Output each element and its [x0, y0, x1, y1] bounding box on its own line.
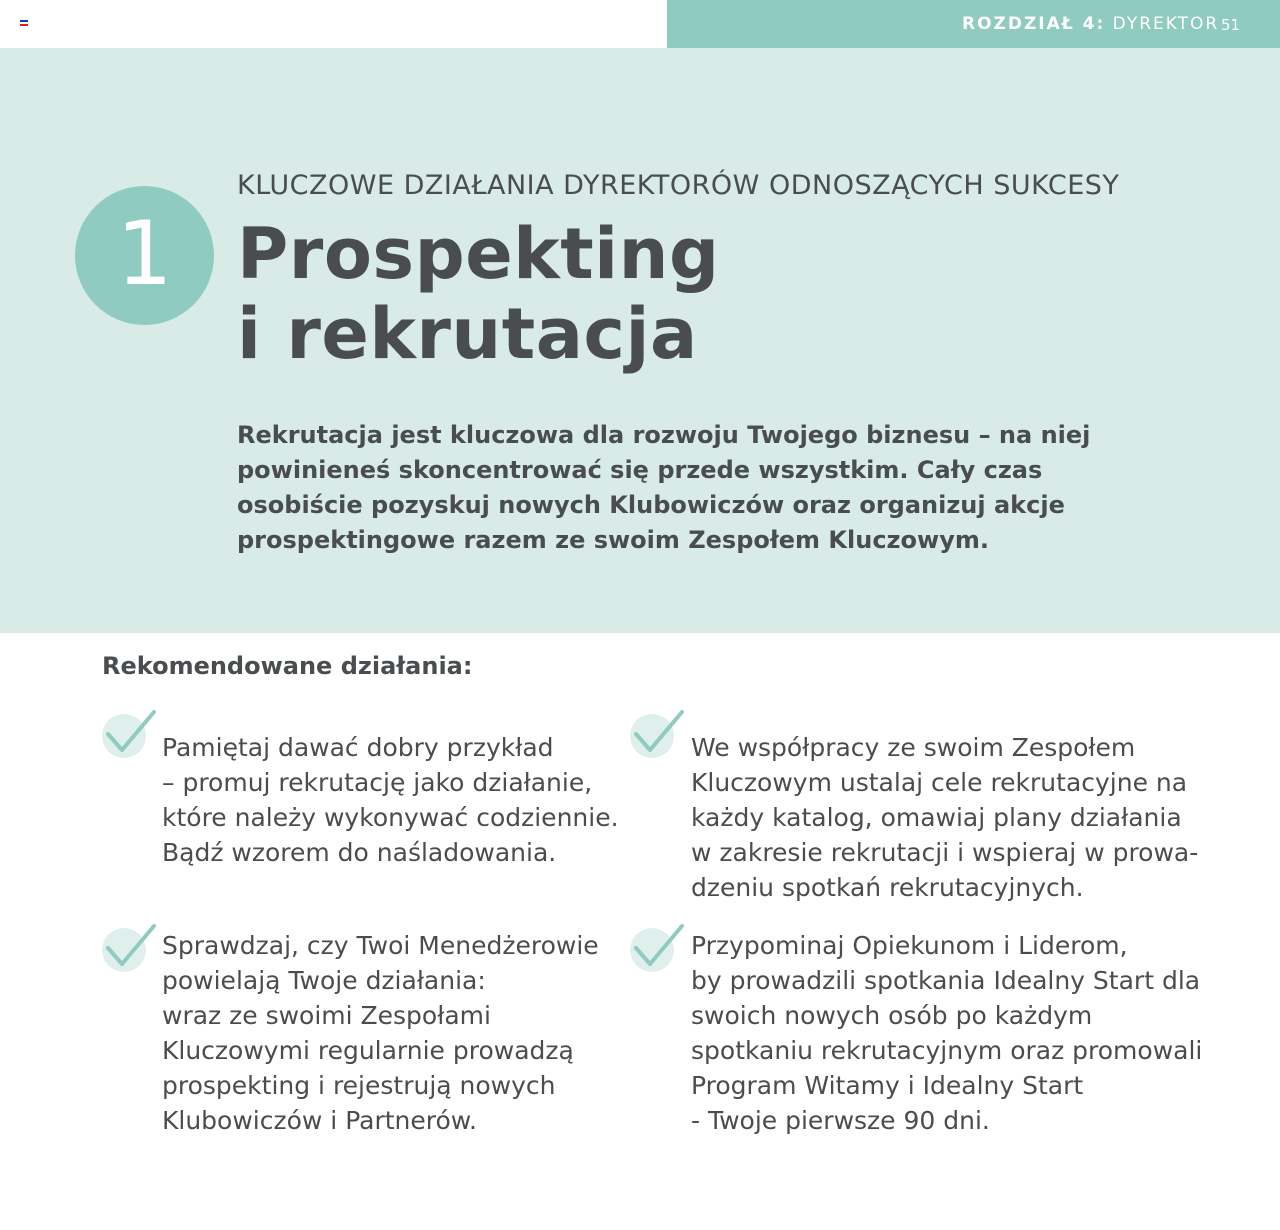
section-number: 1	[116, 202, 173, 305]
checkmark-icon	[102, 922, 160, 978]
chapter-label	[962, 14, 1219, 34]
checkmark-icon	[630, 922, 688, 978]
title-line-1: Prospekting	[237, 213, 720, 295]
checkmark-icon	[102, 708, 160, 764]
recommendations-heading: Rekomendowane działania:	[102, 652, 473, 680]
intro-paragraph: Rekrutacja jest kluczowa dla rozwoju Twojego biznesu – na niej powinieneś skoncentrować się przede wszystkim. Cały czas osobiście pozyskuj nowych Klubowiczów oraz organizuj akcje prospektingowe razem ze swoim Zespołem Kluczowym.	[237, 421, 1091, 554]
page-number: 51	[1221, 16, 1241, 34]
flag-icon	[20, 20, 28, 26]
title-line-2: i rekrutacja	[237, 293, 698, 375]
checkmark-icon	[630, 708, 688, 764]
recommendation-item: We współpracy ze swoim Zespołem Kluczowym ustalaj cele rekrutacyjne na każdy katalog, omawiaj plany działania w zakresie rekrutacji i wspieraj w prowa- dzeniu spotkań rekrutacyjnych.	[691, 733, 1199, 902]
chapter-title: DYREKTOR	[1105, 14, 1220, 34]
section-number-badge	[75, 186, 214, 325]
recommendation-item: Pamiętaj dawać dobry przykład – promuj rekrutację jako działanie, które należy wykonywać codziennie. Bądź wzorem do naśladowania.	[162, 733, 619, 867]
page-title	[237, 214, 720, 374]
chapter-number: ROZDZIAŁ 4:	[962, 14, 1106, 34]
section-kicker: KLUCZOWE DZIAŁANIA DYREKTORÓW ODNOSZĄCYCH SUKCESY	[237, 170, 1120, 201]
recommendation-item: Sprawdzaj, czy Twoi Menedżerowie powielają Twoje działania: wraz ze swoimi Zespołami Kluczowymi regularnie prowadzą prospekting i rejestrują nowych Klubowiczów i Partnerów.	[162, 931, 599, 1135]
recommendation-item: Przypominaj Opiekunom i Liderom, by prowadzili spotkania Idealny Start dla swoich nowych osób po każdym spotkaniu rekrutacyjnym oraz promowali Program Witamy i Idealny Start - Twoje pierwsze 90 dni.	[691, 931, 1203, 1135]
